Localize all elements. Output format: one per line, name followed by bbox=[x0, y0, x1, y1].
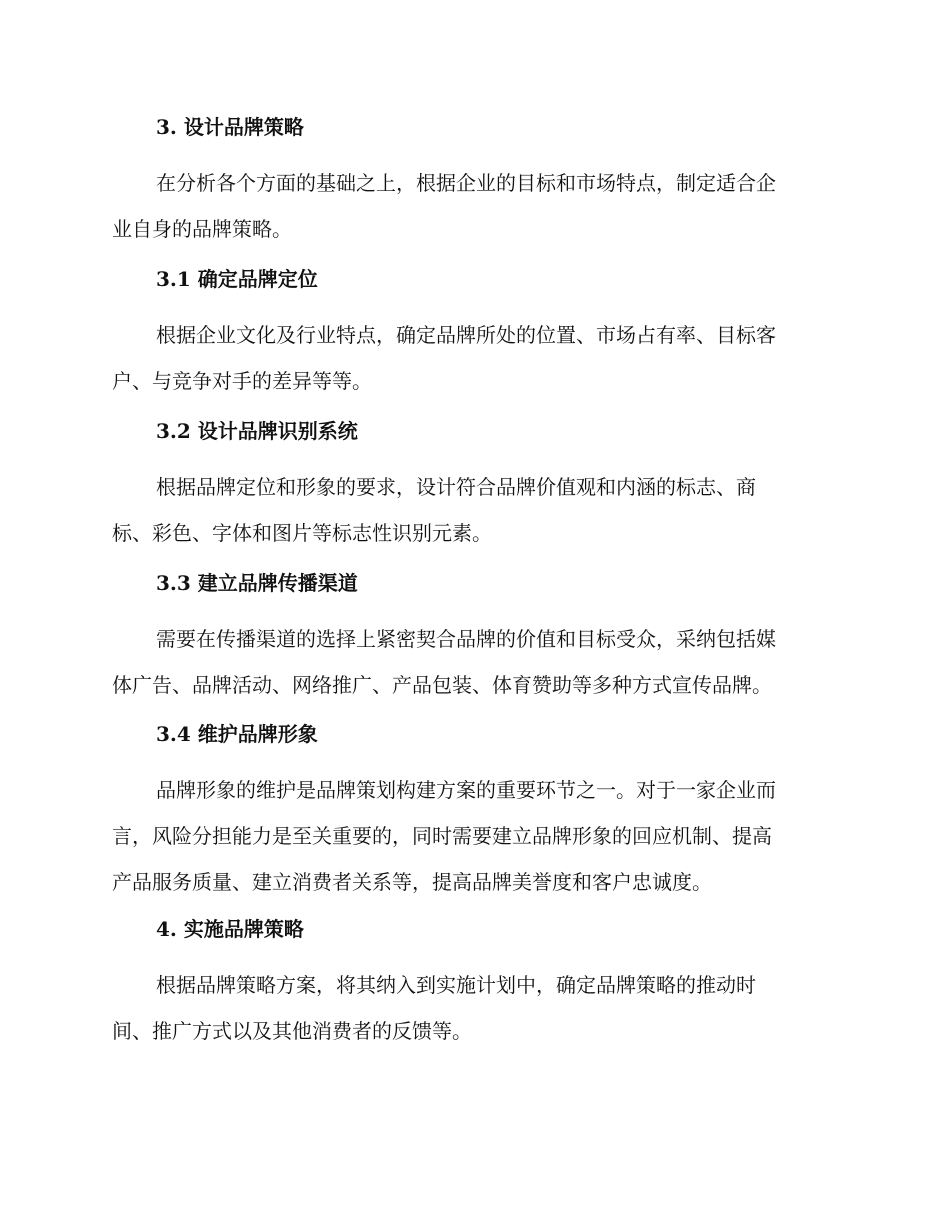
paragraph-line: 业自身的品牌策略。 bbox=[112, 217, 292, 241]
paragraph-line: 根据企业文化及行业特点，确定品牌所处的位置、市场占有率、目标客 bbox=[156, 323, 776, 347]
paragraph-line: 产品服务质量、建立消费者关系等，提高品牌美誉度和客户忠诚度。 bbox=[112, 870, 712, 894]
paragraph-line: 需要在传播渠道的选择上紧密契合品牌的价值和目标受众，采纳包括媒 bbox=[156, 627, 776, 651]
section-heading-3: 3. 设计品牌策略 bbox=[156, 115, 304, 139]
section-paragraph-3 bbox=[112, 160, 832, 252]
section-heading-4: 4. 实施品牌策略 bbox=[156, 917, 304, 941]
section-heading-3-1: 3.1 确定品牌定位 bbox=[156, 267, 318, 291]
paragraph-line: 在分析各个方面的基础之上，根据企业的目标和市场特点，制定适合企 bbox=[156, 171, 776, 195]
section-heading-3-2: 3.2 设计品牌识别系统 bbox=[156, 419, 358, 443]
section-paragraph-3-1 bbox=[112, 312, 832, 404]
paragraph-line: 品牌形象的维护是品牌策划构建方案的重要环节之一。对于一家企业而 bbox=[156, 778, 776, 802]
section-heading-3-3: 3.3 建立品牌传播渠道 bbox=[156, 571, 358, 595]
paragraph-line: 根据品牌策略方案，将其纳入到实施计划中，确定品牌策略的推动时 bbox=[156, 973, 756, 997]
paragraph-line: 户、与竞争对手的差异等等。 bbox=[112, 369, 372, 393]
paragraph-line: 体广告、品牌活动、网络推广、产品包装、体育赞助等多种方式宣传品牌。 bbox=[112, 673, 772, 697]
paragraph-line: 标、彩色、字体和图片等标志性识别元素。 bbox=[112, 521, 492, 545]
section-heading-3-4: 3.4 维护品牌形象 bbox=[156, 722, 318, 746]
paragraph-line: 言，风险分担能力是至关重要的，同时需要建立品牌形象的回应机制、提高 bbox=[112, 824, 772, 848]
section-paragraph-3-4 bbox=[112, 767, 832, 905]
section-paragraph-3-2 bbox=[112, 464, 832, 556]
paragraph-line: 间、推广方式以及其他消费者的反馈等。 bbox=[112, 1019, 472, 1043]
section-paragraph-3-3 bbox=[112, 616, 832, 708]
paragraph-line: 根据品牌定位和形象的要求，设计符合品牌价值观和内涵的标志、商 bbox=[156, 475, 756, 499]
section-paragraph-4 bbox=[112, 962, 832, 1054]
